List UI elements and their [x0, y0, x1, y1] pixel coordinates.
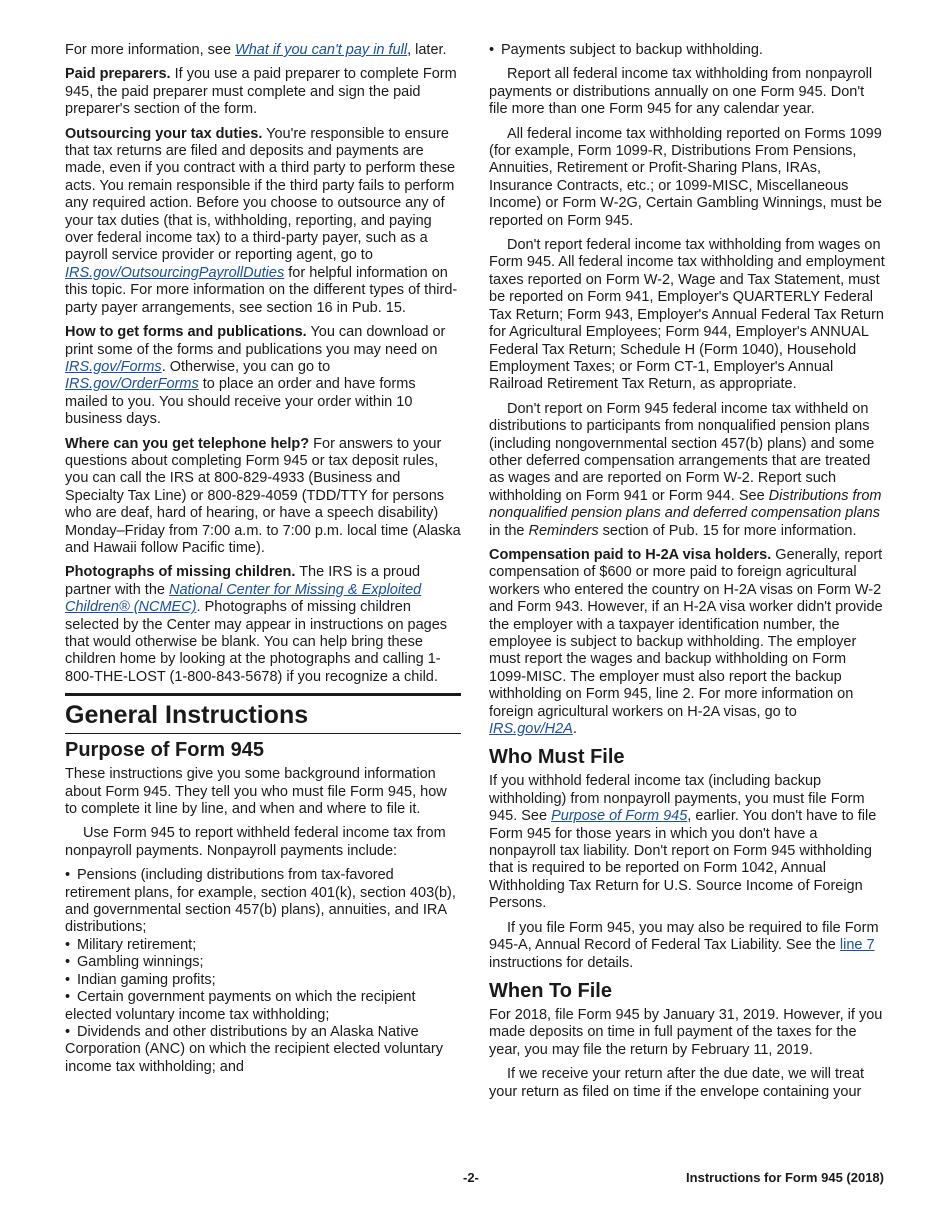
nonpayroll-list [65, 867, 461, 1076]
left-column [65, 42, 461, 1076]
list-item: • Gambling winnings; [65, 954, 461, 971]
list-item: • Pensions (including distributions from tax-favored retirement plans, for example, section 401(k), section 403(b), and governmental section 457(b) plans), annuities, and IRA distributions; [65, 867, 461, 937]
telephone-paragraph: Where can you get telephone help? For answers to your questions about completing Form 945 or tax deposit rules, you can call the IRS at 800-829-4933 (Business and Specialty Tax Line) or 800-829-4059 (TDD/TTY for persons who are deaf, hard of hearing, or have a speech disability) Monday–Friday from 7:00 a.m. to 7:00 p.m. local time (Alaska and Hawaii follow Pacific time). [65, 435, 461, 556]
h2a-link[interactable]: IRS.gov/H2A [489, 721, 573, 738]
who-must-file-heading: Who Must File [489, 746, 625, 769]
more-info-paragraph: For more information, see What if you can't pay in full, later. [65, 42, 447, 58]
cant-pay-link[interactable]: What if you can't pay in full [235, 42, 408, 58]
purpose-paragraph-2: Use Form 945 to report withheld federal income tax from nonpayroll payments. Nonpayroll payments include: [65, 825, 446, 859]
missing-children-paragraph: Photographs of missing children. The IRS is a proud partner with the National Center for Missing & Exploited Children® (NCMEC). Photographs of missing children selected by the Center may appear in instructions on pages that would otherwise be blank. You can help bring these children home by looking at the photographs and calling 1-800-THE-LOST (1-800-843-5678) if you recognize a child. [65, 564, 448, 685]
general-instructions-heading: General Instructions [65, 701, 309, 730]
purpose-paragraph-1: These instructions give you some background information about Form 945. They tell you who must file Form 945, how to complete it line by line, and when and where to file it. [65, 766, 447, 818]
ncmec-link[interactable]: National Center for Missing & Exploited Children® (NCMEC) [65, 581, 422, 616]
outsourcing-paragraph: Outsourcing your tax duties. You're responsible to ensure that tax returns are filed and deposits and payments are made, even if you contract with a third party to perform these acts. You remain responsible if the third party fails to perform any required action. Before you choose to outsource any of your tax duties (that is, withholding, reporting, and paying over federal income tax) to a third-party payer, such as a payroll service provider or reporting agent, go to IRS.gov/OutsourcingPayrollDuties for helpful information on this topic. For more information on the different types of third-party payer arrangements, see section 16 in Pub. 15. [65, 125, 458, 316]
when-to-file-heading: When To File [489, 979, 612, 1002]
forms-paragraph: How to get forms and publications. You can download or print some of the forms and publications you may need on IRS.gov/Forms. Otherwise, you can go to IRS.gov/OrderForms to place an order and have forms mailed to you. You should receive your order within 10 business days. [65, 324, 446, 428]
footer-title: Instructions for Form 945 (2018) [686, 1170, 884, 1185]
nonqualified-paragraph: Don't report on Form 945 federal income tax withheld on distributions to participants from nonqualified pension plans (including nongovernmental section 457(b) plans) and some other deferred compensation arrangements that are treated as wages and are reported on Form W-2. Report such withholding on Form 941 or Form 944. See Distributions from nonqualified pension plans and deferred compensation plans in the Reminders section of Pub. 15 for more information. [489, 400, 882, 539]
page-number: -2- [463, 1170, 479, 1185]
order-forms-link[interactable]: IRS.gov/OrderForms [65, 376, 199, 393]
purpose-link[interactable]: Purpose of Form 945 [551, 808, 688, 825]
right-column [489, 42, 885, 1108]
paid-preparers-paragraph: Paid preparers. If you use a paid preparer to complete Form 945, the paid preparer must complete and sign the paid preparer's section of the form. [65, 66, 457, 118]
list-item: • Dividends and other distributions by an Alaska Native Corporation (ANC) on which the recipient elected voluntary income tax withholding; and [65, 1024, 461, 1076]
list-item: • Certain government payments on which the recipient elected voluntary income tax withholding; [65, 989, 461, 1024]
wages-paragraph: Don't report federal income tax withholding from wages on Form 945. All federal income tax withholding and employment taxes reported on Form W-2, Wage and Tax Statement, must be reported on Form 941, Employer's QUARTERLY Federal Tax Return; Form 943, Employer's Annual Federal Tax Return for Agricultural Employees; Form 944, Employer's ANNUAL Federal Tax Return; Schedule H (Form 1040), Household Employment Taxes; or Form CT-1, Employer's Annual Railroad Retirement Tax Return, as appropriate. [489, 237, 885, 393]
who-paragraph-1: If you withhold federal income tax (including backup withholding) from nonpayroll payments, you must file Form 945. See Purpose of Form 945, earlier. You don't have to file Form 945 for those years in which you don't have a nonpayroll tax liability. Don't report on Form 945 withholding that is required to be reported on Form 1042, Annual Withholding Tax Return for U.S. Source Income of Foreign Persons. [489, 773, 877, 912]
forms-1099-paragraph: All federal income tax withholding reported on Forms 1099 (for example, Form 1099-R, Distributions From Pensions, Annuities, Retirement or Profit-Sharing Plans, IRAs, Insurance Contracts, etc.; or 1099-MISC, Miscellaneous Income) or Form W-2G, Certain Gambling Winnings, must be reported on Form 945. [489, 125, 882, 229]
heading-divider [65, 733, 461, 734]
when-paragraph-1: For 2018, file Form 945 by January 31, 2019. However, if you made deposits on time in full payment of the taxes for the year, you may file the return by February 11, 2019. [489, 1006, 883, 1058]
when-paragraph-2: If we receive your return after the due date, we will treat your return as filed on time if the envelope containing your [489, 1066, 865, 1100]
section-rule [65, 693, 461, 696]
list-item: • Military retirement; [65, 937, 461, 954]
who-paragraph-2: If you file Form 945, you may also be required to file Form 945-A, Annual Record of Federal Tax Liability. See the line 7 instructions for details. [489, 919, 879, 971]
list-item: • Indian gaming profits; [65, 972, 461, 989]
irs-forms-link[interactable]: IRS.gov/Forms [65, 358, 162, 375]
outsourcing-link[interactable]: IRS.gov/OutsourcingPayrollDuties [65, 264, 285, 281]
backup-list [489, 42, 885, 59]
report-paragraph: Report all federal income tax withholding from nonpayroll payments or distributions annually on one Form 945. Don't file more than one Form 945 for any calendar year. [489, 66, 873, 118]
list-item: • Payments subject to backup withholding. [489, 42, 885, 59]
h2a-paragraph: Compensation paid to H-2A visa holders. Generally, report compensation of $600 or more paid to foreign agricultural workers who entered the country on H-2A visas on Form W-2 and Form 943. However, if an H-2A visa worker didn't provide the employer with a taxpayer identification number, the employee is subject to backup withholding. The employer must report the wages and backup withholding on Form 1099-MISC. The employer must also report the backup withholding on Form 945, line 2. For more information on foreign agricultural workers on H-2A visas, go to IRS.gov/H2A. [489, 546, 883, 738]
line-7-link[interactable]: line 7 [839, 937, 875, 954]
purpose-heading: Purpose of Form 945 [65, 739, 264, 762]
